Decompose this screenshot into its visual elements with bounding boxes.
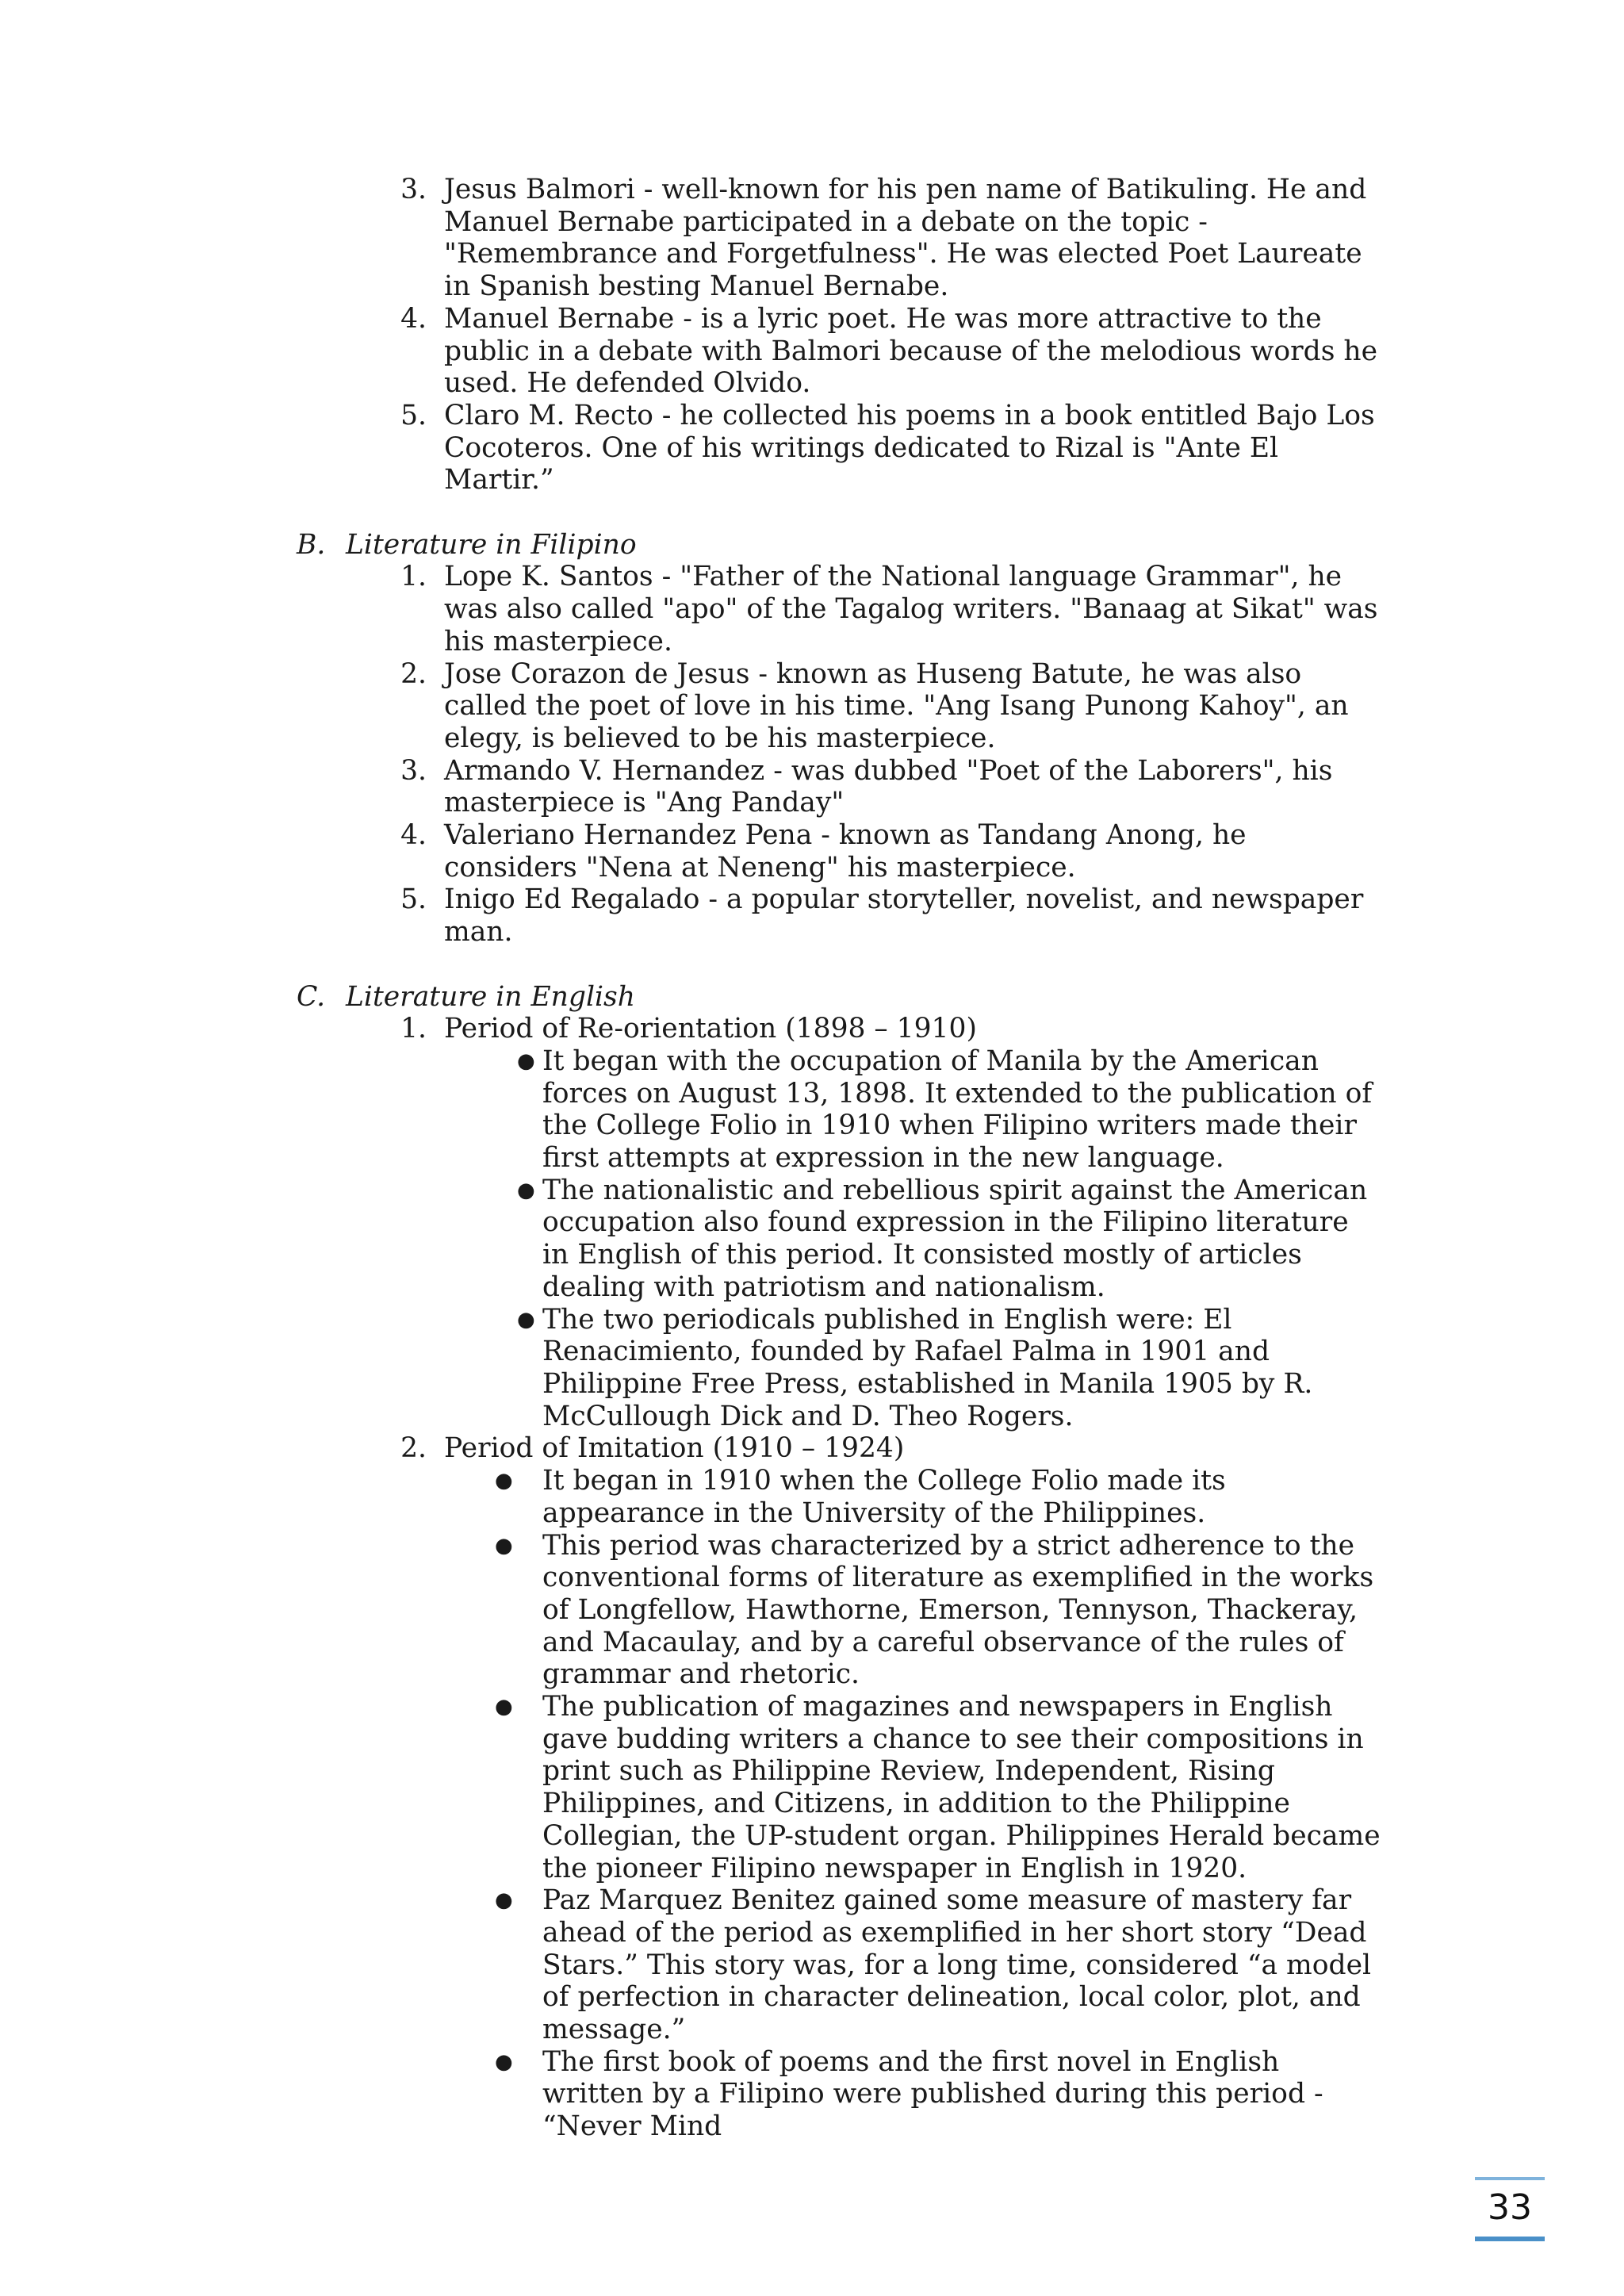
list-item: [0, 303, 1624, 400]
item-text: Lope K. Santos - "Father of the National language Grammar", he was also called "apo" of the Tagalog writers. "Banaag at Sikat" was his masterpiece.: [444, 561, 1378, 657]
item-text: Inigo Ed Regalado - a popular storyteller, novelist, and newspaper man.: [444, 884, 1364, 949]
bullet-text: The two periodicals published in English were: El Renacimiento, founded by Rafael Palma in 1901 and Philippine Free Press, established in Manila 1905 by R. McCullough Dick and D. Theo Rogers.: [542, 1303, 1313, 1432]
page-body: [0, 174, 1624, 2143]
bullet-icon: ●: [495, 1888, 513, 1913]
item-number: 1.: [400, 1013, 427, 1045]
bullet-item: [0, 2046, 1624, 2143]
list-item: [0, 819, 1624, 884]
item-number: 4.: [400, 302, 427, 335]
period-1-bullets: [0, 1045, 1624, 1432]
item-text: Jesus Balmori - well-known for his pen name of Batikuling. He and Manuel Bernabe participated in a debate on the topic - "Remembrance and Forgetfulness". He was elected Poet Laureate in Spanish besting Manuel Bernabe.: [444, 174, 1367, 303]
period-heading: [0, 1013, 1624, 1045]
bullet-icon: ●: [495, 1533, 513, 1558]
continued-list: [0, 174, 1624, 496]
bullet-text: This period was characterized by a strict adherence to the conventional forms of literature as exemplified in the works of Longfellow, Hawthorne, Emerson, Tennyson, Thackeray, and Macaulay, and by a careful observance of the rules of grammar and rhetoric.: [542, 1529, 1374, 1691]
bullet-text: It began in 1910 when the College Folio made its appearance in the University of the Philippines.: [542, 1465, 1226, 1529]
item-text: Armando V. Hernandez - was dubbed "Poet of the Laborers", his masterpiece is "Ang Panday": [444, 754, 1333, 819]
section-b-list: [0, 561, 1624, 948]
page-number-top-rule: [1475, 2177, 1545, 2180]
item-text: Claro M. Recto - he collected his poems in a book entitled Bajo Los Cocoteros. One of his writings dedicated to Rizal is "Ante El Martir.”: [444, 399, 1375, 496]
item-number: 3.: [400, 754, 427, 787]
bullet-icon: ●: [495, 2049, 513, 2074]
list-item: [0, 884, 1624, 948]
section-letter: C.: [297, 980, 326, 1013]
section-heading-c: [0, 981, 1624, 1014]
bullet-item: [0, 1175, 1624, 1304]
list-item: [0, 755, 1624, 819]
bullet-text: The publication of magazines and newspapers in English gave budding writers a chance to see their compositions in print such as Philippine Review, Independent, Rising Philippines, and Citizens, in addition to the Philippine Collegian, the UP-student organ. Philippines Herald became the pioneer Filipino newspaper in English in 1920.: [542, 1691, 1381, 1884]
bullet-text: It began with the occupation of Manila by the American forces on August 13, 1898. It extended to the publication of the College Folio in 1910 when Filipino writers made their first attempts at expression in the new language.: [542, 1045, 1373, 1175]
item-number: 4.: [400, 819, 427, 852]
period-title: Period of Re-orientation (1898 – 1910): [444, 1013, 977, 1045]
item-number: 1.: [400, 561, 427, 593]
bullet-item: [0, 1465, 1624, 1529]
page-number-bottom-rule: [1475, 2237, 1545, 2241]
period-2-bullets: [0, 1465, 1624, 2143]
item-number: 3.: [400, 174, 427, 205]
bullet-icon: ●: [517, 1048, 535, 1073]
bullet-icon: ●: [517, 1307, 535, 1332]
bullet-item: [0, 1304, 1624, 1433]
section-letter: B.: [297, 528, 326, 561]
section-title: Literature in English: [346, 980, 635, 1013]
bullet-item: [0, 1884, 1624, 2046]
item-number: 5.: [400, 884, 427, 916]
section-heading-b: [0, 529, 1624, 562]
bullet-icon: ●: [495, 1695, 513, 1719]
list-item: [0, 561, 1624, 657]
bullet-item: [0, 1045, 1624, 1175]
item-number: 2.: [400, 657, 427, 690]
list-item: [0, 400, 1624, 496]
item-text: Manuel Bernabe - is a lyric poet. He was more attractive to the public in a debate with Balmori because of the melodious words he used. He defended Olvido.: [444, 302, 1378, 400]
period-heading: [0, 1432, 1624, 1465]
bullet-text: The first book of poems and the first novel in English written by a Filipino were published during this period - “Never Mind: [542, 2045, 1323, 2143]
list-item: [0, 174, 1624, 303]
period-title: Period of Imitation (1910 – 1924): [444, 1432, 905, 1465]
item-number: 2.: [400, 1432, 427, 1465]
bullet-item: [0, 1530, 1624, 1692]
page-number: 33: [1488, 2187, 1532, 2228]
section-title: Literature in Filipino: [346, 528, 637, 561]
item-text: Valeriano Hernandez Pena - known as Tandang Anong, he considers "Nena at Neneng" his masterpiece.: [444, 819, 1247, 884]
bullet-text: The nationalistic and rebellious spirit against the American occupation also found expression in the Filipino literature in English of this period. It consisted mostly of articles dealing with patriotism and nationalism.: [542, 1174, 1368, 1303]
list-item: [0, 658, 1624, 755]
item-number: 5.: [400, 399, 427, 431]
bullet-icon: ●: [495, 1469, 513, 1493]
bullet-item: [0, 1691, 1624, 1884]
bullet-icon: ●: [517, 1178, 535, 1202]
item-text: Jose Corazon de Jesus - known as Huseng Batute, he was also called the poet of love in his time. "Ang Isang Punong Kahoy", an elegy, is believed to be his masterpiece.: [444, 657, 1349, 754]
bullet-text: Paz Marquez Benitez gained some measure of mastery far ahead of the period as exemplified in her short story “Dead Stars.” This story was, for a long time, considered “a model of perfection in character delineation, local color, plot, and message.”: [542, 1884, 1372, 2046]
